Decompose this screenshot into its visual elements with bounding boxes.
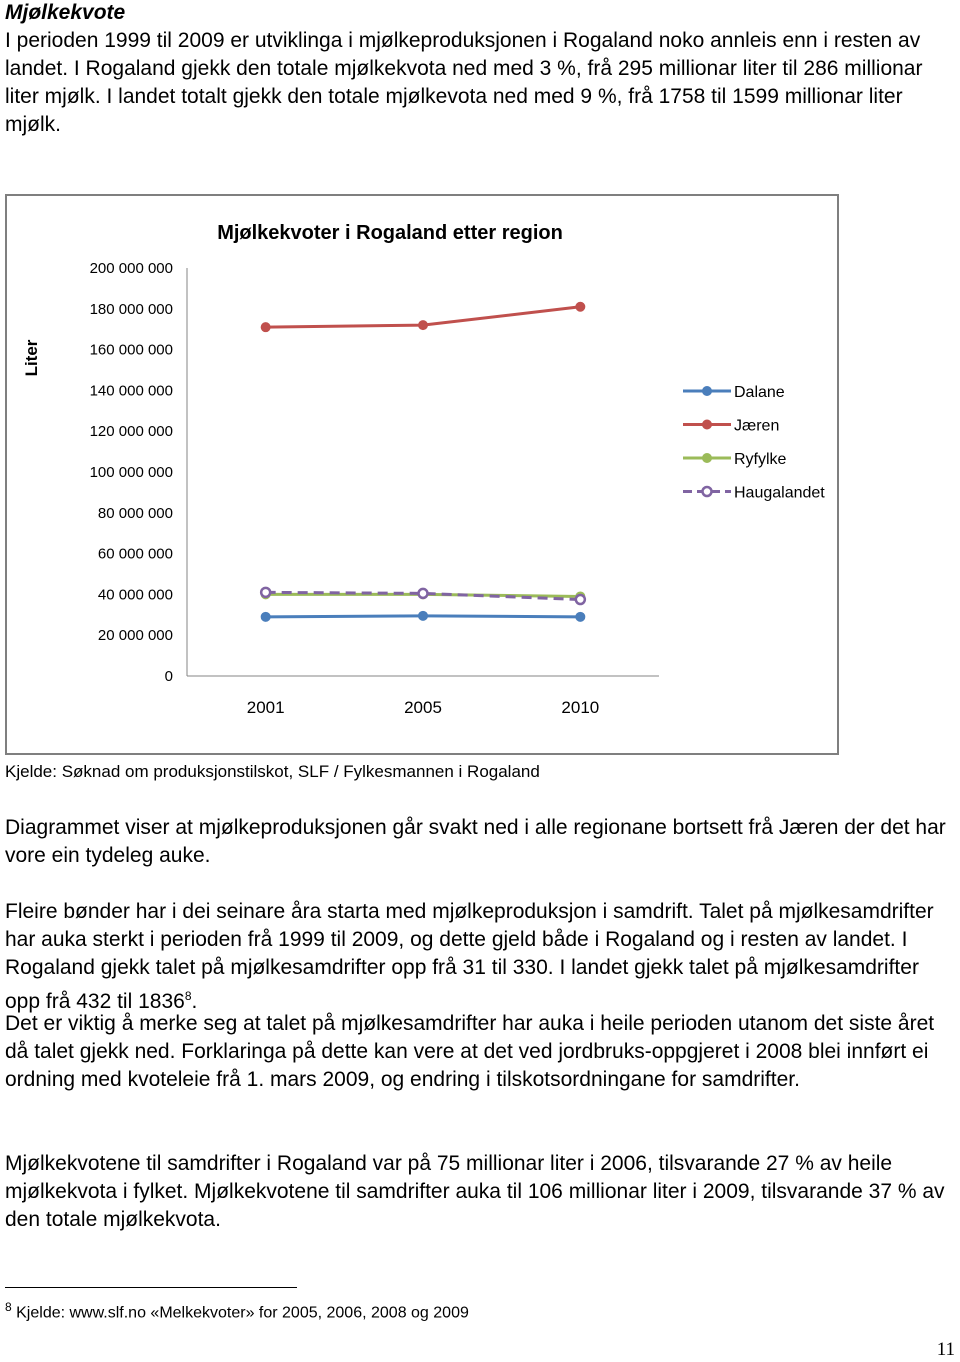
footnote-number: 8 xyxy=(5,1300,12,1314)
data-point xyxy=(576,302,585,311)
y-tick-label: 160 000 000 xyxy=(89,341,173,359)
legend-label: Ryfylke xyxy=(734,451,787,468)
x-tick-label: 2010 xyxy=(561,698,600,717)
footnote-divider xyxy=(5,1287,297,1288)
legend-label: Jæren xyxy=(734,417,780,435)
chart-legend xyxy=(683,384,825,502)
y-tick-label: 140 000 000 xyxy=(89,382,173,400)
y-tick-label: 200 000 000 xyxy=(89,260,173,277)
y-tick-label: 100 000 000 xyxy=(89,464,173,481)
data-point xyxy=(419,321,428,330)
intro-paragraph: I perioden 1999 til 2009 er utviklinga i mjølkeproduksjonen i Rogaland noko annleis enn i resten av landet. I Rogaland gjekk den totale mjølkekvota ned med 3 %, frå 295 millionar liter til 286 millionar liter mjølk. I landet totalt gjekk den totale mjølkevota ned med 9 %, frå 1758 til 1599 millionar liter mjølk. xyxy=(5,29,923,136)
y-tick-label: 180 000 000 xyxy=(89,300,173,318)
paragraph-samdrift-text: Fleire bønder har i dei seinare åra starta med mjølkeproduksjon i samdrift. Talet på mjølkesamdrifter har auka sterkt i perioden frå 1999 til 2009, og dette gjeld både i Rogaland og i resten av landet. I Rogaland gjekk talet på mjølkesamdrifter opp frå 31 til 330. I landet gjekk talet på mjølkesamdrifter opp frå 432 til 1836 xyxy=(5,900,934,1013)
paragraph-diagram-summary: Diagrammet viser at mjølkeproduksjonen går svakt ned i alle regionane bortsett frå Jæren der det har vore ein tydeleg auke. xyxy=(5,816,946,867)
section-heading: Mjølkekvote xyxy=(5,1,126,24)
data-point xyxy=(419,611,428,620)
chart-source-caption: Kjelde: Søknad om produksjonstilskot, SLF / Fylkesmannen i Rogaland xyxy=(5,762,540,781)
paragraph-samdrift xyxy=(5,898,955,1016)
y-tick-label: 0 xyxy=(164,668,173,685)
legend-marker xyxy=(703,420,712,429)
line-chart xyxy=(7,196,837,753)
series-jæren xyxy=(261,302,585,331)
series-layer xyxy=(261,302,585,621)
paragraph-quota-share: Mjølkekvotene til samdrifter i Rogaland var på 75 millionar liter i 2006, tilsvarande 27 % av heile mjølkekvota i fylket. Mjølkekvotene til samdrifter auka til 106 millionar liter i 2009, tilsvarande 37 % av den totale mjølkekvota. xyxy=(5,1152,945,1231)
legend-marker xyxy=(703,454,712,463)
chart-title: Mjølkekvoter i Rogaland etter region xyxy=(217,222,563,244)
legend-label: Haugalandet xyxy=(734,484,825,502)
data-point xyxy=(419,589,428,598)
page-number: 11 xyxy=(936,1339,955,1360)
x-tick-label: 2005 xyxy=(404,698,442,717)
footnote xyxy=(5,1300,469,1322)
footnote-reference: 8 xyxy=(184,989,192,1003)
legend-marker xyxy=(703,387,712,396)
legend-marker xyxy=(703,487,712,496)
footnote-text: Kjelde: www.slf.no «Melkekvoter» for 2005, 2006, 2008 og 2009 xyxy=(11,1304,469,1322)
data-point xyxy=(261,612,270,621)
legend-label: Dalane xyxy=(734,384,785,401)
data-point xyxy=(261,588,270,597)
paragraph-samdrift-end: . xyxy=(191,990,198,1013)
y-tick-label: 40 000 000 xyxy=(97,586,173,604)
data-point xyxy=(576,612,585,621)
y-tick-label: 20 000 000 xyxy=(97,627,173,645)
data-point xyxy=(576,595,585,604)
x-axis-ticks xyxy=(247,698,599,717)
chart-frame xyxy=(5,194,839,755)
y-tick-label: 120 000 000 xyxy=(89,423,173,441)
y-axis-ticks xyxy=(90,260,173,685)
y-tick-label: 60 000 000 xyxy=(97,545,173,563)
x-tick-label: 2001 xyxy=(246,698,285,717)
paragraph-explanation: Det er viktig å merke seg at talet på mjølkesamdrifter har auka i heile perioden utanom det siste året då talet gjekk ned. Forklaringa på dette kan vere at det ved jordbruks-oppgjeret i 2008 blei innført ei ordning med kvoteleie frå 1. mars 2009, og endring i tilskotsordningane for samdrifter. xyxy=(5,1012,935,1091)
y-axis-label: Liter xyxy=(22,339,41,377)
data-point xyxy=(261,323,270,332)
series-dalane xyxy=(261,611,585,621)
y-tick-label: 80 000 000 xyxy=(97,504,173,522)
